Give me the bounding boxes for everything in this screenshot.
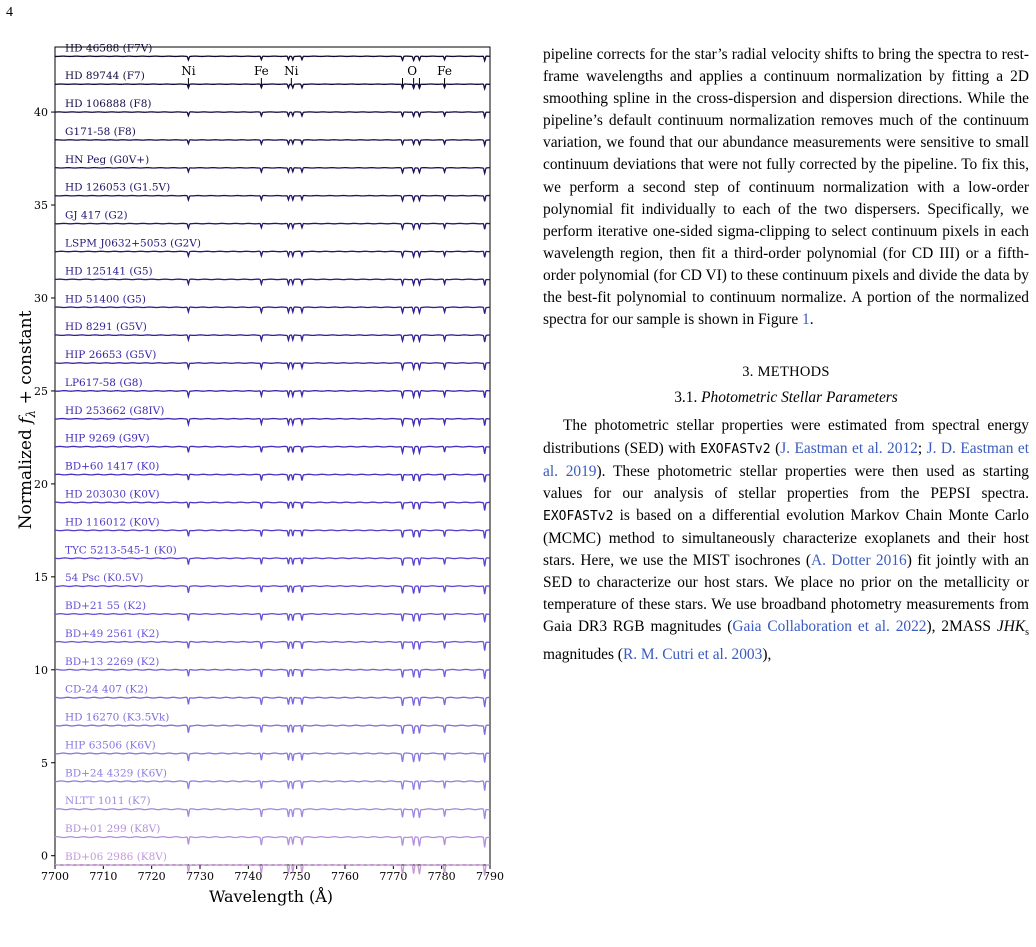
star-label: HIP 63506 (K6V): [65, 739, 156, 752]
spectrum-trace: [55, 140, 490, 145]
spectrum-trace: [55, 642, 490, 651]
x-tick-label: 7790: [476, 870, 504, 883]
x-tick-label: 7700: [41, 870, 69, 883]
star-label: HD 46588 (F7V): [65, 42, 153, 55]
x-tick-label: 7780: [427, 870, 456, 883]
spectrum-trace: [55, 697, 490, 707]
star-label: GJ 417 (G2): [65, 209, 128, 222]
star-label: LP617-58 (G8): [65, 376, 143, 389]
x-tick-label: 7760: [331, 870, 359, 883]
star-label: HD 126053 (G1.5V): [65, 181, 171, 194]
x-tick-label: 7770: [379, 870, 408, 883]
y-tick-label: 10: [34, 663, 48, 677]
spectrum-trace: [55, 84, 490, 89]
y-tick-label: 20: [34, 477, 48, 491]
spectrum-trace: [55, 558, 490, 566]
spectrum-trace: [55, 474, 490, 482]
spectrum-trace: [55, 335, 490, 342]
star-label: HD 106888 (F8): [65, 98, 152, 111]
subsection-heading: 3.1. Photometric Stellar Parameters: [674, 389, 898, 407]
citation-gaia-2022[interactable]: Gaia Collaboration et al. 2022: [732, 618, 927, 636]
star-label: G171-58 (F8): [65, 125, 136, 138]
y-ticks: [34, 106, 55, 863]
star-label: HN Peg (G0V+): [65, 153, 150, 166]
spectrum-trace: [55, 502, 490, 510]
y-tick-label: 40: [34, 106, 48, 120]
star-label: BD+49 2561 (K2): [65, 627, 160, 640]
x-tick-label: 7740: [234, 870, 263, 883]
x-tick-label: 7720: [137, 870, 166, 883]
star-label: HIP 26653 (G5V): [65, 349, 157, 362]
y-axis-label: [16, 310, 38, 529]
text-column: [543, 44, 1029, 667]
spectrum-trace: [55, 307, 490, 314]
spectrum-trace: [55, 223, 490, 229]
star-label: BD+01 299 (K8V): [65, 823, 161, 836]
spectrum-trace: [55, 865, 490, 876]
star-label: LSPM J0632+5053 (G2V): [65, 237, 201, 250]
spectrum-trace: [55, 446, 490, 453]
spectrum-trace: [55, 725, 490, 735]
spectrum-trace: [55, 196, 490, 202]
element-labels: [181, 64, 452, 86]
figure-ref[interactable]: 1: [802, 311, 810, 329]
citation-cutri-2003[interactable]: R. M. Cutri et al. 2003: [622, 646, 763, 664]
citation-dotter-2016[interactable]: A. Dotter 2016: [810, 551, 907, 569]
spectrum-trace: [55, 781, 490, 791]
x-ticks: [41, 865, 504, 883]
star-label: BD+24 4329 (K6V): [65, 767, 167, 780]
star-label: HD 8291 (G5V): [65, 321, 147, 334]
y-tick-label: 5: [41, 756, 48, 770]
star-label: HD 16270 (K3.5Vk): [65, 711, 170, 724]
star-label: BD+06 2986 (K8V): [65, 851, 167, 863]
spectrum-trace: [55, 391, 490, 398]
star-labels: [65, 42, 201, 863]
spectrum-trace: [55, 279, 490, 285]
x-tick-label: 7730: [186, 870, 214, 883]
y-tick-label: 0: [41, 849, 48, 863]
star-label: TYC 5213-545-1 (K0): [65, 544, 177, 557]
star-label: CD-24 407 (K2): [65, 683, 148, 696]
spectrum-trace: [55, 669, 490, 679]
spectrum-trace: [55, 530, 490, 538]
x-axis-label: Wavelength (Å): [208, 887, 334, 906]
element-label: Ni: [181, 64, 196, 78]
star-label: NLTT 1011 (K7): [65, 795, 151, 808]
section-heading: 3. METHODS: [742, 364, 830, 381]
element-label: Fe: [437, 64, 452, 78]
spectrum-trace: [55, 614, 490, 623]
star-label: HD 89744 (F7): [65, 70, 145, 83]
spectrum-trace: [55, 809, 490, 819]
y-tick-label: 30: [34, 291, 48, 305]
spectrum-trace: [55, 56, 490, 61]
star-label: HD 253662 (G8IV): [65, 404, 165, 417]
spectrum-trace: [55, 363, 490, 370]
y-tick-label: 35: [34, 199, 48, 213]
spectrum-trace: [55, 419, 490, 426]
spectrum-trace: [55, 586, 490, 594]
star-label: HD 125141 (G5): [65, 265, 153, 278]
star-label: HD 203030 (K0V): [65, 488, 160, 501]
svg-text:Normalized fλ + constant: Normalized $f_\lambda$ + constant: [16, 310, 38, 530]
spectrum-trace: [55, 251, 490, 257]
x-tick-label: 7750: [282, 870, 311, 883]
spectrum-trace: [55, 112, 490, 117]
spectrum-trace: [55, 753, 490, 763]
star-label: HD 116012 (K0V): [65, 516, 160, 529]
y-tick-label: 25: [34, 384, 48, 398]
citation-eastman-2019[interactable]: J. D. Eastman et al. 2019: [543, 439, 1029, 480]
star-label: BD+21 55 (K2): [65, 600, 147, 613]
star-label: BD+60 1417 (K0): [65, 460, 160, 473]
star-label: HIP 9269 (G9V): [65, 432, 150, 445]
star-label: HD 51400 (G5): [65, 293, 146, 306]
y-tick-label: 15: [34, 570, 48, 584]
spectrum-trace: [55, 837, 490, 848]
element-label: O: [407, 64, 418, 78]
element-label: Fe: [253, 64, 269, 78]
paragraph-photometric: The photometric stellar properties were estimated from spectral energy distributions (SED) with EXOFASTv2 (J. Eastman et al. 2012; J. D. Eastman et al. 2019). These photometric stellar properties were then used as starting values for our analysis of stellar properties from the PEPSI spectra. EXOFASTv2 is based on a differential evolution Markov Chain Monte Carlo (MCMC) method to simultaneously characterize exoplanets and their host stars. Here, we use the MIST isochrones (A. Dotter 2016) fit jointly with an SED to characterize our host stars. We place no prior on the metallicity or temperature of these stars. We use broadband photometry measurements from Gaia DR3 RGB magnitudes (Gaia Collaboration et al. 2022), 2MASS $JHK_s$ magnitudes (R. M. Cutri et al. 2003),: [543, 417, 1030, 664]
citation-eastman-2012[interactable]: J. Eastman et al. 2012: [780, 439, 918, 457]
page-number: 4: [6, 5, 13, 20]
star-label: 54 Psc (K0.5V): [65, 572, 144, 585]
x-tick-label: 7710: [89, 870, 118, 883]
star-label: BD+13 2269 (K2): [65, 655, 160, 668]
spectrum-trace: [55, 168, 490, 174]
element-label: Ni: [284, 64, 299, 78]
paragraph-continuum: pipeline corrects for the star’s radial velocity shifts to bring the spectra to rest-frame wavelengths and applies a continuum normalization by fitting a 2D smoothing spline in the cross-dispersion and dispersion directions. While the pipeline’s default continuum normalization removes much of the continuum variation, we found that our abundance measurements were sensitive to small continuum deviations that were not fully corrected by the pipeline. To fix this, we perform a second step of continuum normalization with a low-order polynomial fit individually to each of the two dispersers. Specifically, we perform iterative one-sided sigma-clipping to select continuum pixels in each wavelength region, then fit a third-order polynomial (for CD III) or a fifth-order polynomial (for CD VI) to these continuum pixels and divide the data by the best-fit polynomial to continuum normalize. A portion of the normalized spectra for our sample is shown in Figure 1.: [543, 46, 1029, 329]
